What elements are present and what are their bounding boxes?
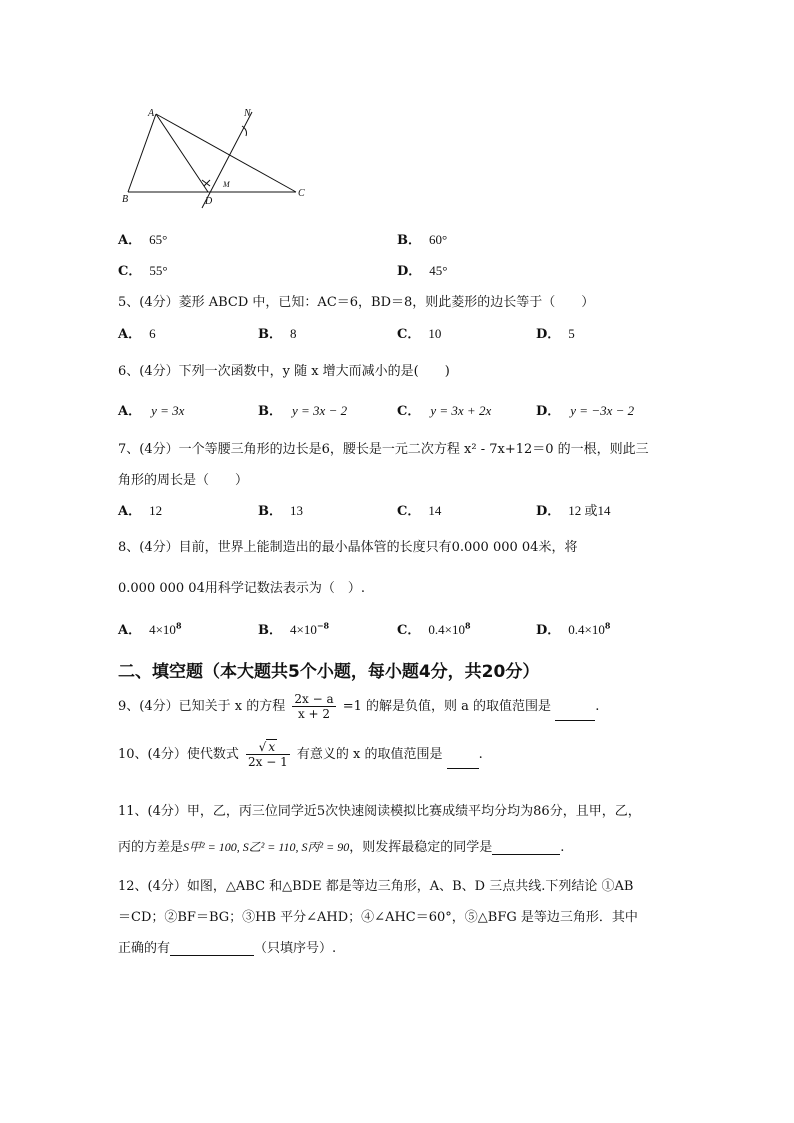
question-12-line3 — [118, 937, 336, 956]
answer-blank-q11[interactable] — [492, 842, 560, 855]
option-letter: B． — [258, 404, 282, 419]
question-6-stem: 6、(4分）下列一次函数中，y 随 x 增大而减小的是( ) — [118, 364, 450, 379]
option-text: 45° — [429, 263, 448, 278]
option-text: 65° — [149, 232, 168, 247]
q7-option-c[interactable] — [397, 500, 441, 519]
option-letter: D． — [536, 504, 561, 519]
option-letter: B． — [258, 327, 282, 342]
option-text: 5 — [568, 326, 575, 341]
question-11-line1: 11、(4分）甲，乙，丙三位同学近5次快速阅读模拟比赛成绩平均分均为86分，且甲，乙， — [118, 804, 641, 819]
q6-option-a[interactable] — [118, 400, 184, 419]
q4-option-c[interactable] — [118, 260, 168, 279]
question-12-line1: 12、(4分）如图，△ABC 和△BDE 都是等边三角形，A、B、D 三点共线.下列结论 ①AB — [118, 879, 634, 894]
q12-prefix: 正确的有 — [118, 941, 171, 956]
option-letter: C． — [397, 623, 421, 638]
option-text: 12 — [149, 503, 163, 518]
q11-end: . — [560, 840, 565, 855]
q4-option-b[interactable] — [397, 229, 447, 248]
option-text: 10 — [428, 326, 442, 341]
segment-ad — [156, 114, 208, 192]
q5-option-c[interactable] — [397, 323, 441, 342]
question-11-line2 — [118, 836, 564, 855]
option-letter: C． — [397, 404, 421, 419]
sqrt-radicand: x — [268, 740, 276, 754]
question-7-line2: 角形的周长是（ ） — [118, 473, 249, 488]
q5-option-a[interactable] — [118, 323, 156, 342]
q10-end: . — [478, 747, 483, 762]
option-letter: B． — [397, 233, 421, 248]
option-text: y = 3x + 2x — [430, 403, 492, 418]
option-exponent: 8 — [175, 620, 182, 631]
option-base: 0.4×10 — [568, 622, 605, 637]
q12-suffix: （只填序号）. — [254, 941, 337, 956]
q10-suffix: 有意义的 x 的取值范围是 — [296, 747, 443, 762]
question-12-line2: ＝CD；②BF＝BG；③HB 平分∠AHD；④∠AHC＝60°，⑤△BFG 是等边三角形．其中 — [118, 910, 638, 925]
q4-option-a[interactable] — [118, 229, 167, 248]
option-base: 4×10 — [290, 622, 317, 637]
option-text: 60° — [429, 232, 448, 247]
option-text: y = 3x — [151, 403, 185, 418]
answer-blank-q10[interactable] — [447, 756, 479, 769]
q8-option-a[interactable] — [118, 619, 182, 638]
fraction-denominator: x + 2 — [297, 707, 331, 721]
option-letter: B． — [258, 504, 282, 519]
q8-option-b[interactable] — [258, 619, 329, 638]
question-7-line1: 7、(4分）一个等腰三角形的边长是6，腰长是一元二次方程 x² - 7x+12＝0 的一根，则此三 — [118, 442, 649, 457]
arc-mark-n — [242, 126, 247, 136]
option-base: 4×10 — [149, 622, 176, 637]
q7-option-a[interactable] — [118, 500, 162, 519]
segment-ab — [128, 114, 156, 192]
label-m: M — [223, 180, 230, 189]
fraction-numerator: 2x − a — [294, 692, 334, 706]
label-d: D — [205, 196, 213, 207]
option-letter: B． — [258, 623, 282, 638]
option-text: y = −3x − 2 — [570, 403, 635, 418]
q8-option-c[interactable] — [397, 619, 471, 638]
q10-fraction — [246, 740, 290, 769]
option-exponent: −8 — [316, 620, 330, 631]
q8-option-d[interactable] — [536, 619, 610, 638]
option-letter: A． — [118, 233, 142, 248]
q7-option-d[interactable] — [536, 500, 611, 519]
option-base: 0.4×10 — [428, 622, 465, 637]
q9-fraction — [292, 692, 335, 721]
q10-prefix: 10、(4分）使代数式 — [118, 747, 239, 762]
q9-suffix: =1 的解是负值，则 a 的取值范围是 — [342, 699, 552, 714]
option-letter: A． — [118, 404, 142, 419]
option-text: 13 — [290, 503, 303, 518]
q4-option-d[interactable] — [397, 260, 447, 279]
label-n: N — [244, 108, 251, 119]
option-text: 8 — [290, 326, 297, 341]
option-letter: D． — [397, 264, 422, 279]
fraction-denominator: 2x − 1 — [248, 755, 288, 769]
option-text: 12 或14 — [568, 503, 611, 518]
option-letter: C． — [397, 504, 421, 519]
q9-end: . — [595, 699, 600, 714]
option-letter: C． — [118, 264, 142, 279]
answer-blank-q9[interactable] — [555, 708, 595, 721]
question-9 — [118, 692, 599, 721]
option-letter: D． — [536, 404, 561, 419]
option-text: 55° — [149, 263, 168, 278]
answer-blank-q12[interactable] — [170, 943, 254, 956]
question-10 — [118, 740, 483, 769]
section-2-heading: 二、填空题（本大题共5个小题，每小题4分，共20分） — [118, 662, 540, 682]
option-letter: A． — [118, 327, 142, 342]
triangle-figure — [110, 100, 330, 210]
q11-suffix: ，则发挥最稳定的同学是 — [349, 840, 493, 855]
q9-prefix: 9、(4分）已知关于 x 的方程 — [118, 699, 286, 714]
bisector-line-mn — [202, 112, 252, 208]
q5-option-b[interactable] — [258, 323, 297, 342]
label-c: C — [298, 188, 305, 199]
fraction-numerator: √ x — [246, 740, 290, 755]
q7-option-b[interactable] — [258, 500, 303, 519]
option-letter: A． — [118, 504, 142, 519]
q5-option-d[interactable] — [536, 323, 575, 342]
q6-option-c[interactable] — [397, 400, 491, 419]
option-exponent: 8 — [464, 620, 471, 631]
question-5-stem: 5、(4分）菱形 ABCD 中，已知：AC＝6，BD＝8，则此菱形的边长等于（ ） — [118, 295, 595, 310]
option-letter: D． — [536, 623, 561, 638]
label-b: B — [122, 194, 129, 205]
question-8-line1: 8、(4分）目前，世界上能制造出的最小晶体管的长度只有0.000 000 04米，将 — [118, 540, 578, 555]
q6-option-b[interactable] — [258, 400, 347, 419]
label-a: A — [148, 108, 155, 119]
option-text: 6 — [149, 326, 156, 341]
question-8-line2: 0.000 000 04用科学记数法表示为（ ）. — [118, 581, 365, 596]
option-text: 14 — [428, 503, 442, 518]
q6-option-d[interactable] — [536, 400, 634, 419]
option-letter: D． — [536, 327, 561, 342]
option-letter: C． — [397, 327, 421, 342]
q11-prefix: 丙的方差是 — [118, 840, 184, 855]
option-exponent: 8 — [604, 620, 611, 631]
option-letter: A． — [118, 623, 142, 638]
option-text: y = 3x − 2 — [292, 403, 348, 418]
q11-variance-expression: S甲² = 100, S乙² = 110, S丙² = 90 — [183, 840, 350, 854]
